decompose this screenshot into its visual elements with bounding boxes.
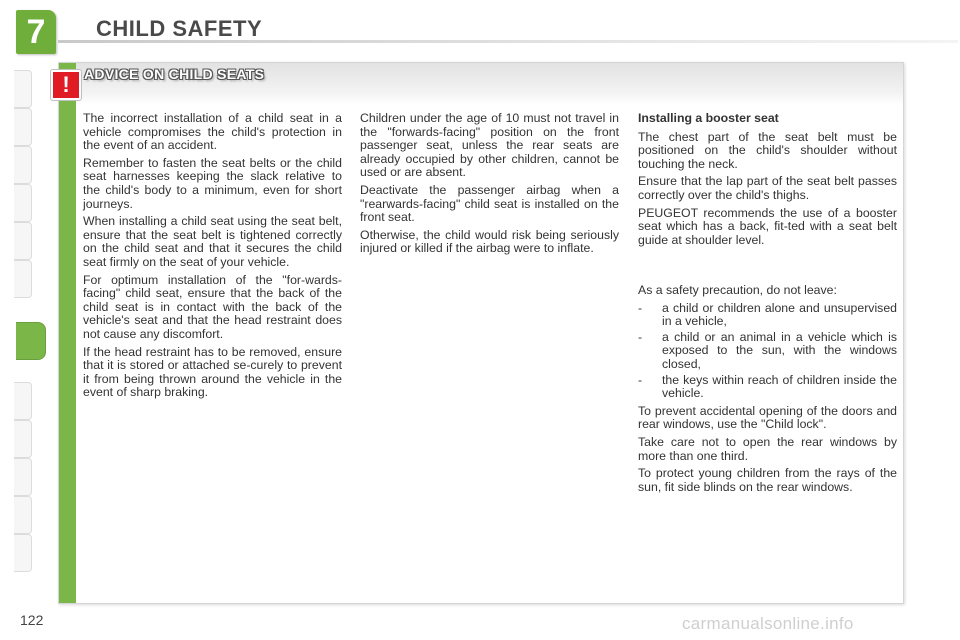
list-item: - a child or children alone and unsupervised in a vehicle,: [638, 300, 897, 329]
chapter-tab-active[interactable]: [16, 322, 46, 360]
paragraph: When installing a child seat using the seat belt, ensure that the seat belt is tightened correctly on the child seat and that it secures the child seat firmly on the seat of your vehicle.: [83, 214, 342, 269]
chapter-tab[interactable]: [14, 534, 32, 572]
chapter-title: CHILD SAFETY: [96, 16, 263, 41]
chapter-tab[interactable]: [14, 496, 32, 534]
column-2: [360, 112, 619, 260]
paragraph: Deactivate the passenger airbag when a "rearwards-facing" child seat is installed on the front seat.: [360, 182, 619, 225]
subheading: Installing a booster seat: [638, 111, 779, 125]
paragraph: PEUGEOT recommends the use of a booster seat which has a back, fit-ted with a seat belt guide at shoulder level.: [638, 205, 897, 247]
panel-accent-bar: [59, 63, 76, 603]
chapter-tabs: [14, 70, 32, 576]
paragraph: To prevent accidental opening of the doors and rear windows, use the "Child lock".: [638, 403, 897, 432]
column-1: [83, 112, 342, 404]
chapter-tab[interactable]: [14, 382, 32, 420]
chapter-tab[interactable]: [14, 184, 32, 222]
chapter-tab[interactable]: [14, 108, 32, 146]
chapter-tab[interactable]: [14, 260, 32, 298]
column-3-booster-seat: [638, 112, 897, 251]
paragraph: If the head restraint has to be removed, ensure that it is stored or attached se-curely to prevent it from being thrown around the vehicle in the event of sharp braking.: [83, 344, 342, 400]
paragraph: The incorrect installation of a child seat in a vehicle compromises the child's protection in the event of an accident.: [83, 111, 342, 153]
chapter-tab[interactable]: [14, 222, 32, 260]
list-item: - a child or an animal in a vehicle which is exposed to the sun, with the windows closed,: [638, 329, 897, 371]
chapter-tab[interactable]: [14, 146, 32, 184]
paragraph: For optimum installation of the "for-wards-facing" child seat, ensure that the back of the child seat is in contact with the back of the vehicle's seat and that the head restraint does not cause any discomfort.: [83, 272, 342, 341]
paragraph: To protect young children from the rays of the sun, fit side blinds on the rear windows.: [638, 466, 897, 494]
chapter-number-badge: [16, 10, 56, 54]
page-number: 122: [20, 612, 44, 628]
chapter-tab[interactable]: [14, 458, 32, 496]
chapter-tab[interactable]: [14, 420, 32, 458]
paragraph: Take care not to open the rear windows by more than one third.: [638, 434, 897, 463]
chapter-number: 7: [26, 13, 46, 51]
section-title: ADVICE ON CHILD SEATS: [84, 66, 265, 82]
warning-icon: !: [51, 70, 81, 100]
precaution-list: [638, 302, 897, 401]
paragraph: Remember to fasten the seat belts or the child seat harnesses keeping the slack relative to the child's body to a minimum, even for short journeys.: [83, 155, 342, 211]
column-3-precautions: [638, 284, 897, 498]
paragraph: The chest part of the seat belt must be positioned on the child's shoulder without touching the neck.: [638, 129, 897, 171]
list-item: - the keys within reach of children inside the vehicle.: [638, 372, 897, 401]
watermark: carmanualsonline.info: [682, 614, 854, 633]
paragraph: As a safety precaution, do not leave:: [638, 283, 837, 297]
paragraph: Ensure that the lap part of the seat belt passes correctly over the child's thighs.: [638, 174, 897, 202]
chapter-tab[interactable]: [14, 70, 32, 108]
paragraph: Otherwise, the child would risk being seriously injured or killed if the airbag were to inflate.: [360, 227, 619, 256]
paragraph: Children under the age of 10 must not travel in the "forwards-facing" position on the front passenger seat, unless the rear seats are already occupied by other children, cannot be used or are absent.: [360, 111, 619, 180]
